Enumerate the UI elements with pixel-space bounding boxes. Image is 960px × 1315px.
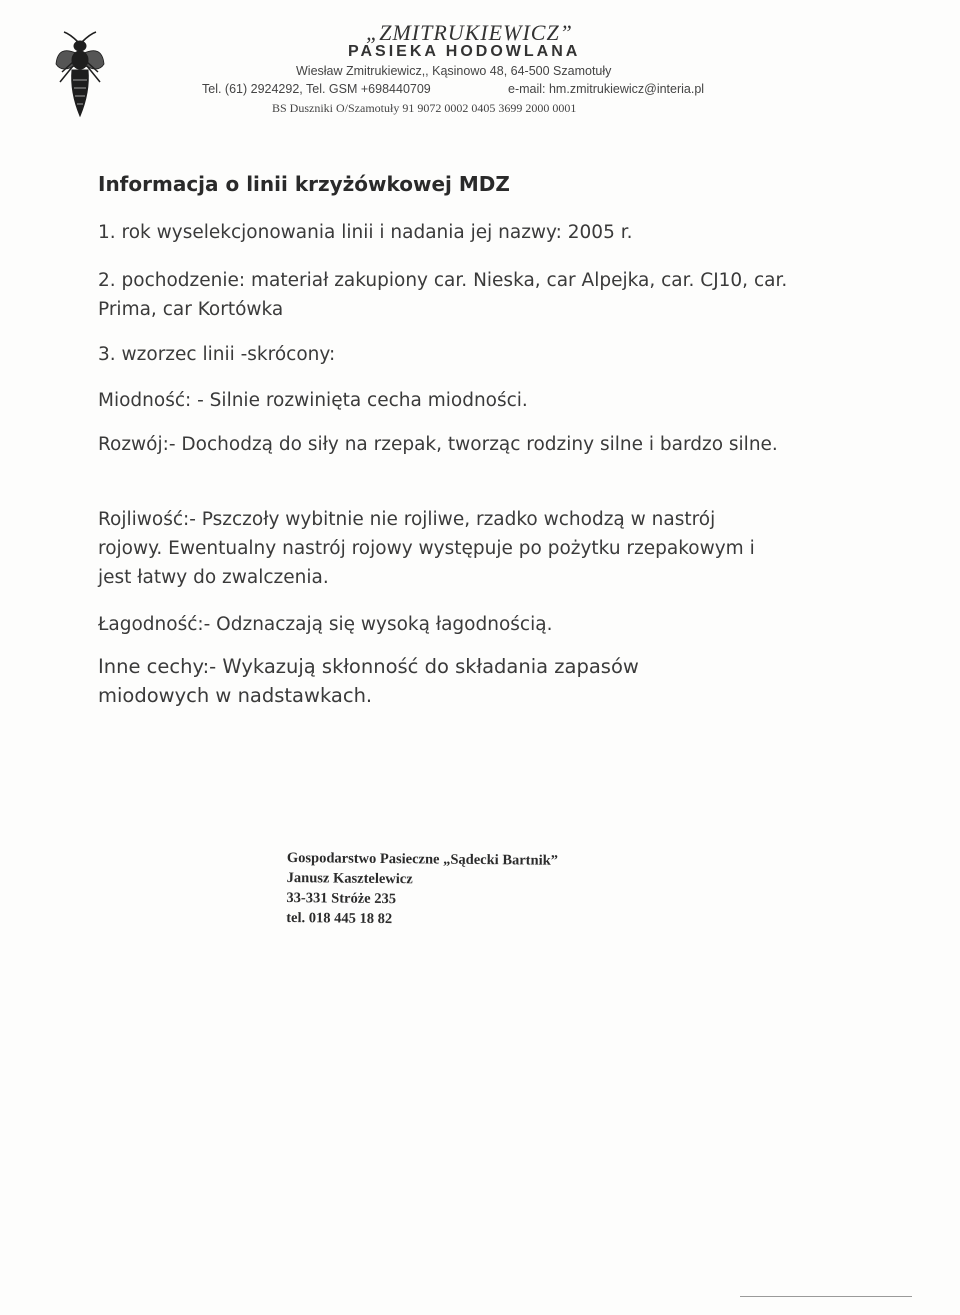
letterhead-bank-account: BS Duszniki O/Szamotuły 91 9072 0002 0405 3699 2000 0001 <box>272 101 577 115</box>
stamp-line-address: 33-331 Stróże 235 <box>286 889 397 908</box>
letterhead-email[interactable]: e-mail: hm.zmitrukiewicz@interia.pl <box>508 82 705 96</box>
paragraph-origin: 2. pochodzenie: materiał zakupiony car. Nieska, car Alpejka, car. CJ10, car. Prima, car Kortówka <box>98 270 788 320</box>
stamp-line-phone: tel. 018 445 18 82 <box>286 909 393 928</box>
bottom-divider <box>740 1296 912 1297</box>
bee-icon <box>52 30 108 120</box>
paragraph-year: 1. rok wyselekcjonowania linii i nadania jej nazwy: 2005 r. <box>98 222 633 243</box>
paragraph-pattern-heading: 3. wzorzec linii -skrócony: <box>98 344 336 365</box>
letterhead-address: Wiesław Zmitrukiewicz,, Kąsinowo 48, 64-500 Szamotuły <box>296 64 612 78</box>
company-stamp <box>286 848 558 931</box>
letterhead-name: „ZMITRUKIEWICZ” <box>366 20 573 45</box>
paragraph-development: Rozwój:- Dochodzą do siły na rzepak, tworząc rodziny silne i bardzo silne. <box>98 434 778 455</box>
letterhead-subtitle: PASIEKA HODOWLANA <box>348 43 581 60</box>
paragraph-gentleness: Łagodność:- Odznaczają się wysoką łagodnością. <box>98 614 553 635</box>
letterhead-phone: Tel. (61) 2924292, Tel. GSM +698440709 <box>202 82 431 96</box>
paragraph-other-traits: Inne cechy:- Wykazują skłonność do składania zapasów miodowych w nadstawkach. <box>98 655 639 707</box>
paragraph-honey-yield: Miodność: - Silnie rozwinięta cecha miodności. <box>98 390 528 411</box>
stamp-line-company: Gospodarstwo Pasieczne „Sądecki Bartnik” <box>286 849 559 869</box>
document-title: Informacja o linii krzyżówkowej MDZ <box>98 172 510 196</box>
paragraph-swarming: Rojliwość:- Pszczoły wybitnie nie rojliwe, rzadko wchodzą w nastrój rojowy. Ewentualny nastrój rojowy występuje po pożytku rzepakowym i jest łatwy do zwalczenia. <box>98 509 755 588</box>
stamp-line-owner: Janusz Kasztelewicz <box>286 869 413 888</box>
